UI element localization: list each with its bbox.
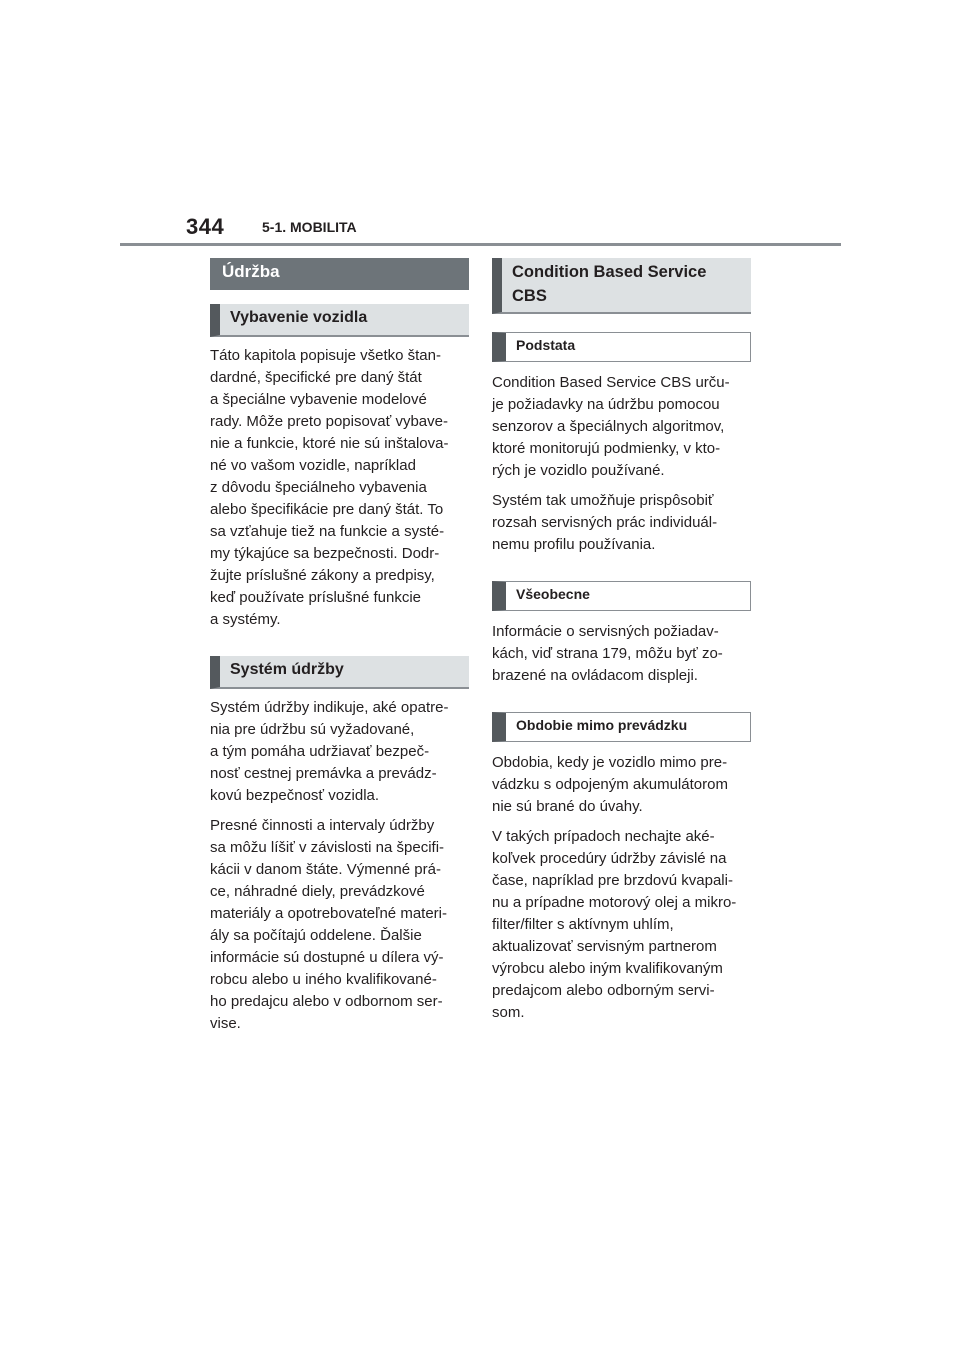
heading-vseobecne: Všeobecne [492,581,751,611]
chapter-title: Údržba [210,258,469,290]
page-number: 344 [186,214,225,239]
paragraph-podstata-2: Systém tak umožňuje prispôsobiť rozsah servisných prác individuál- nemu profilu používania. [492,492,718,553]
paragraph-system-udrzby-2: Presné činnosti a intervaly údržby sa môžu líšiť v závislosti na špecifi- kácii v danom štáte. Výmenné prá- ce, náhradné diely, prevádzkové materiály a opotrebovateľné materi- ály sa počítajú oddelene. Ďalšie informácie sú dostupné u dílera vý- robcu alebo u iného kvalifikované- ho predajcu alebo v odbornom ser- vise. [210,817,447,1032]
paragraph-obdobie-1: Obdobia, kedy je vozidlo mimo pre- vádzku s odpojeným akumulátorom nie sú brané do úvahy. [492,754,728,815]
heading-cbs: Condition Based Service CBS [492,258,751,314]
paragraph-podstata-1: Condition Based Service CBS urču- je požiadavky na údržbu pomocou senzorov a špeciálnych algoritmov, ktoré monitorujú podmienky, v kto- rých je vozidlo používané. [492,374,730,479]
heading-system-udrzby: Systém údržby [210,656,469,689]
paragraph-vybavenie: Táto kapitola popisuje všetko štan- dardné, špecifické pre daný štát a špeciálne vybavenie modelové rady. Môže preto popisovať vybave- nie a funkcie, ktoré nie sú inštalova- né vo vašom vozidle, napríklad z dôvodu špeciálneho vybavenia alebo špecifikácie pre daný štát. To sa vzťahuje tiež na funkcie a systé- my týkajúce sa bezpečnosti. Dodr- žujte príslušné zákony a predpisy, keď používate príslušné funkcie a systémy. [210,347,449,628]
paragraph-vseobecne: Informácie o servisných požiadav- kách, viď strana 179, môžu byť zo- brazené na ovládacom displeji. [492,623,723,684]
heading-obdobie-mimo-prevadzku: Obdobie mimo prevádzku [492,712,751,742]
paragraph-obdobie-2: V takých prípadoch nechajte aké- koľvek procedúry údržby závislé na čase, napríklad pre brzdovú kvapali- nu a prípadne motorový olej a mikro- filter/filter s aktívnym uhlím, aktualizovať servisným partnerom výrobcu alebo iným kvalifikovaným predajcom alebo odborným servi- som. [492,828,737,1021]
left-column [210,258,469,1035]
right-column [492,258,751,1024]
heading-podstata: Podstata [492,332,751,362]
header-rule [120,243,841,246]
heading-vybavenie-vozidla: Vybavenie vozidla [210,304,469,337]
section-label: 5-1. MOBILITA [262,219,357,235]
paragraph-system-udrzby-1: Systém údržby indikuje, aké opatre- nia pre údržbu sú vyžadované, a tým pomáha udržiavať bezpeč- nosť cestnej premávka a prevádz- kovú bezpečnosť vozidla. [210,699,449,804]
